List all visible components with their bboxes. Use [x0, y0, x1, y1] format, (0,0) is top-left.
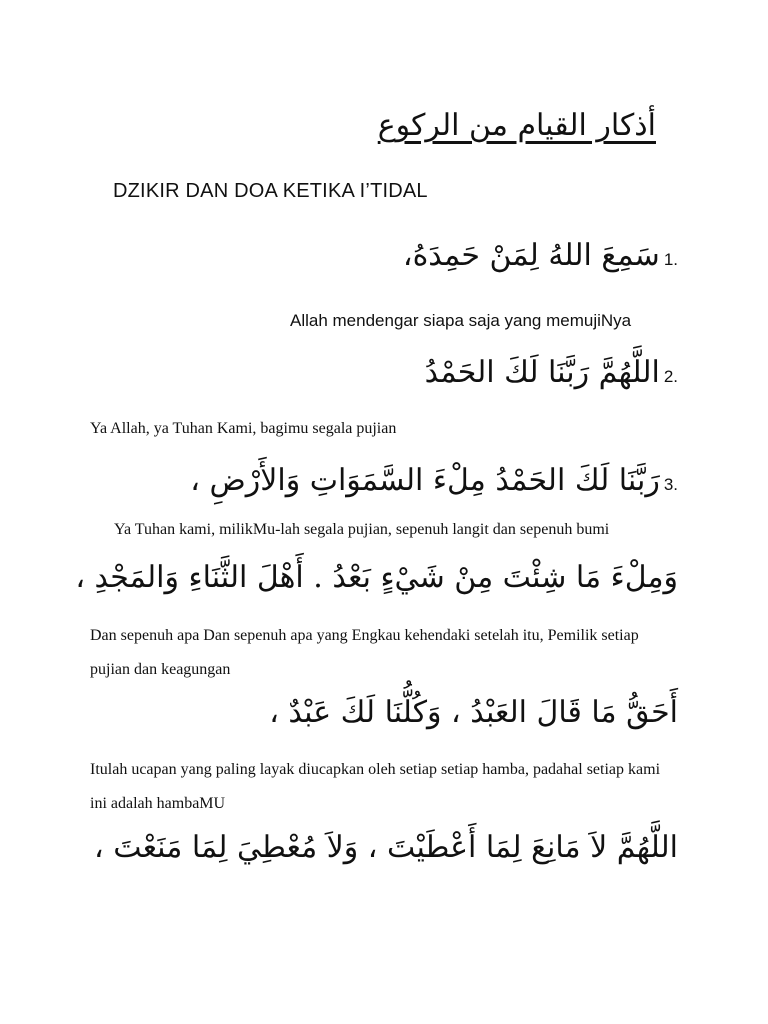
dhikr-number-2: 2.: [663, 367, 678, 386]
dhikr-arabic-1: سَمِعَ اللهُ لِمَنْ حَمِدَهُ،: [402, 238, 660, 273]
dhikr-arabic-3: رَبَّنَا لَكَ الحَمْدُ مِلْءَ السَّمَوَاتِ وَالأَرْضِ ،: [190, 463, 660, 498]
translation-4: Dan sepenuh apa Dan sepenuh apa yang Engkau kehendaki setelah itu, Pemilik setiap pujian dan keagungan: [90, 627, 639, 678]
latin-title: DZIKIR DAN DOA KETIKA I’TIDAL: [113, 180, 428, 202]
dhikr-number-1: 1.: [663, 250, 678, 269]
dhikr-arabic-4: وَمِلْءَ مَا شِئْتَ مِنْ شَيْءٍ بَعْدُ . أَهْلَ الثَّنَاءِ وَالمَجْدِ ،: [75, 560, 678, 595]
dhikr-arabic-5: أَحَقُّ مَا قَالَ العَبْدُ ، وَكُلُّنَا لَكَ عَبْدٌ ،: [269, 695, 678, 730]
translation-3: Ya Tuhan kami, milikMu-lah segala pujian, sepenuh langit dan sepenuh bumi: [114, 521, 610, 538]
translation-1: Allah mendengar siapa saja yang memujiNya: [290, 311, 632, 330]
dhikr-line-6: [94, 830, 678, 865]
dhikr-number-3: 3.: [663, 475, 678, 494]
arabic-title: أذكار القيام من الركوع: [377, 108, 656, 143]
dhikr-line-4: [75, 560, 678, 595]
dhikr-line-1: [403, 238, 678, 273]
dhikr-arabic-2: اللَّهُمَّ رَبَّنَا لَكَ الحَمْدُ: [424, 355, 660, 390]
dhikr-arabic-6: اللَّهُمَّ لاَ مَانِعَ لِمَا أَعْطَيْتَ ، وَلاَ مُعْطِيَ لِمَا مَنَعْتَ ،: [94, 830, 678, 865]
translation-5: Itulah ucapan yang paling layak diucapkan oleh setiap setiap hamba, padahal setiap kami ini adalah hambaMU: [90, 761, 661, 812]
dhikr-line-2: [425, 355, 678, 390]
dhikr-line-5: [269, 695, 678, 730]
dhikr-line-3: [190, 463, 678, 498]
translation-2: Ya Allah, ya Tuhan Kami, bagimu segala pujian: [90, 420, 397, 437]
